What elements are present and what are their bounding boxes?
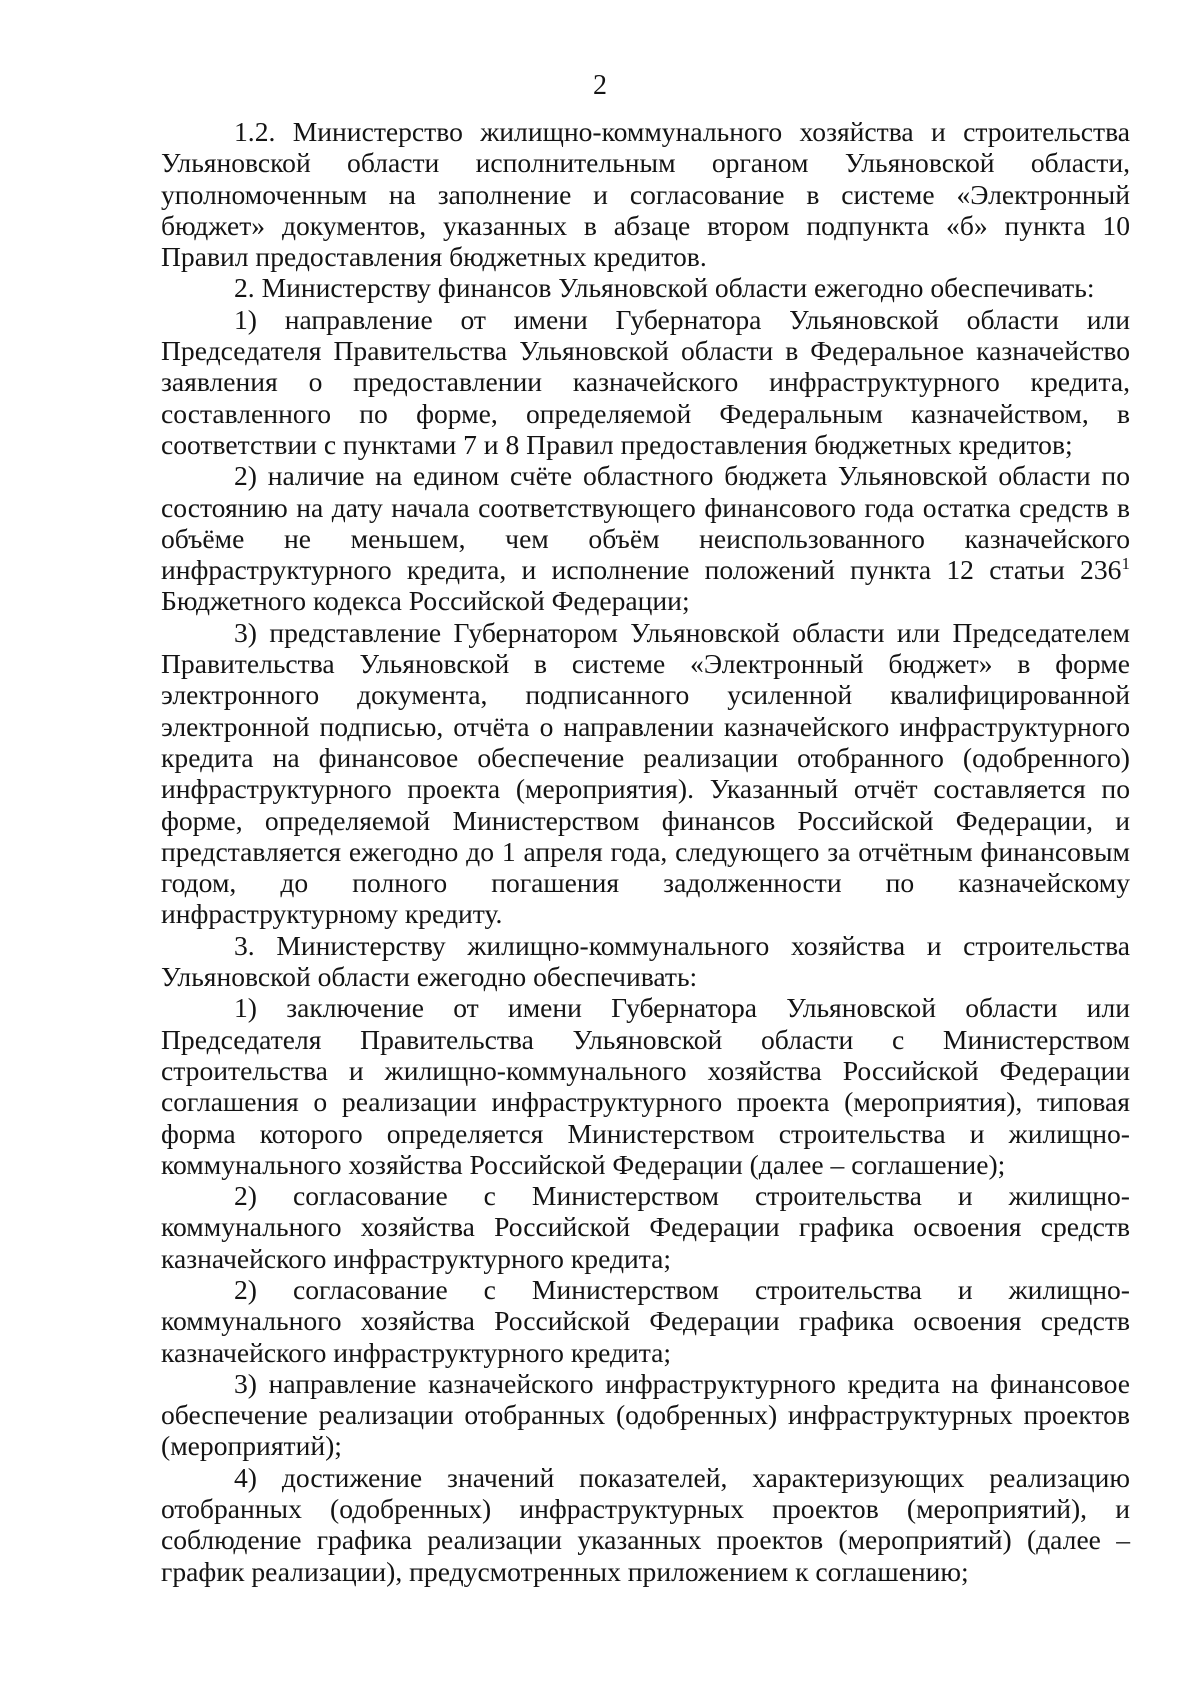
paragraph-3 [161,930,1130,993]
paragraph-2 [161,272,1130,303]
paragraph-text: 3. Министерству жилищно-коммунального хозяйства и строительства Ульяновской области ежегодно обеспечивать: [161,929,1130,993]
paragraph-2-item-3 [161,617,1130,930]
paragraph-2-item-1 [161,304,1130,460]
page-number: 2 [593,70,607,101]
paragraph-text: 2) согласование с Министерством строительства и жилищно-коммунального хозяйства Российской Федерации графика освоения средств казначейского инфраструктурного кредита; [161,1180,1130,1274]
paragraph-2-item-2 [161,460,1130,616]
paragraph-text: 1.2. Министерство жилищно-коммунального хозяйства и строительства Ульяновской области исполнительным органом Ульяновской области, уполномоченным на заполнение и согласование в системе «Электронный бюджет» документов, указанных в абзаце втором подпункта «б» пункта 10 Правил предоставления бюджетных кредитов. [161,116,1130,273]
paragraph-text-tail: Бюджетного кодекса Российской Федерации; [161,585,690,617]
paragraph-3-item-1 [161,992,1130,1180]
paragraph-text: 1) направление от имени Губернатора Ульяновской области или Председателя Правительства Ульяновской области в Федеральное казначейство заявления о предоставлении казначейского инфраструктурного кредита, составленного по форме, определяемой Федеральным казначейством, в соответствии с пунктами 7 и 8 Правил предоставления бюджетных кредитов; [161,303,1130,460]
paragraph-text: 2) наличие на едином счёте областного бюджета Ульяновской области по состоянию на дату начала соответствующего финансового года остатка средств в объёме не меньшем, чем объём неиспользованного казначейского инфраструктурного кредита, и исполнение положений пункта 12 статьи 236 [161,460,1130,586]
paragraph-3-item-3 [161,1368,1130,1462]
paragraph-3-item-4 [161,1462,1130,1587]
paragraph-text: 1) заключение от имени Губернатора Ульяновской области или Председателя Правительства Ульяновской области с Министерством строительства и жилищно-коммунального хозяйства Российской Федерации соглашения о реализации инфраструктурного проекта (мероприятия), типовая форма которого определяется Министерством строительства и жилищно-коммунального хозяйства Российской Федерации (далее – соглашение); [161,992,1130,1180]
document-body [161,116,1130,1587]
paragraph-3-item-2 [161,1180,1130,1274]
paragraph-text: 2) согласование с Министерством строительства и жилищно-коммунального хозяйства Российской Федерации графика освоения средств казначейского инфраструктурного кредита; [161,1273,1130,1368]
superscript: 1 [1121,553,1130,573]
paragraph-3-item-2-duplicate [161,1274,1130,1368]
paragraph-text: 3) направление казначейского инфраструктурного кредита на финансовое обеспечение реализации отобранных (одобренных) инфраструктурных проектов (мероприятий); [161,1367,1130,1462]
paragraph-text: 4) достижение значений показателей, характеризующих реализацию отобранных (одобренных) инфраструктурных проектов (мероприятий), и соблюдение графика реализации указанных проектов (мероприятий) (далее – график реализации), предусмотренных приложением к соглашению; [161,1461,1130,1587]
paragraph-1-2 [161,116,1130,272]
paragraph-text: 3) представление Губернатором Ульяновской области или Председателем Правительства Ульяновской в системе «Электронный бюджет» в форме электронного документа, подписанного усиленной квалифицированной электронной подписью, отчёта о направлении казначейского инфраструктурного кредита на финансовое обеспечение реализации отобранного (одобренного) инфраструктурного проекта (мероприятия). Указанный отчёт составляется по форме, определяемой Министерством финансов Российской Федерации, и представляется ежегодно до 1 апреля года, следующего за отчётным финансовым годом, до полного погашения задолженности по казначейскому инфраструктурному кредиту. [161,616,1130,930]
paragraph-text: 2. Министерству финансов Ульяновской области ежегодно обеспечивать: [234,272,1095,304]
